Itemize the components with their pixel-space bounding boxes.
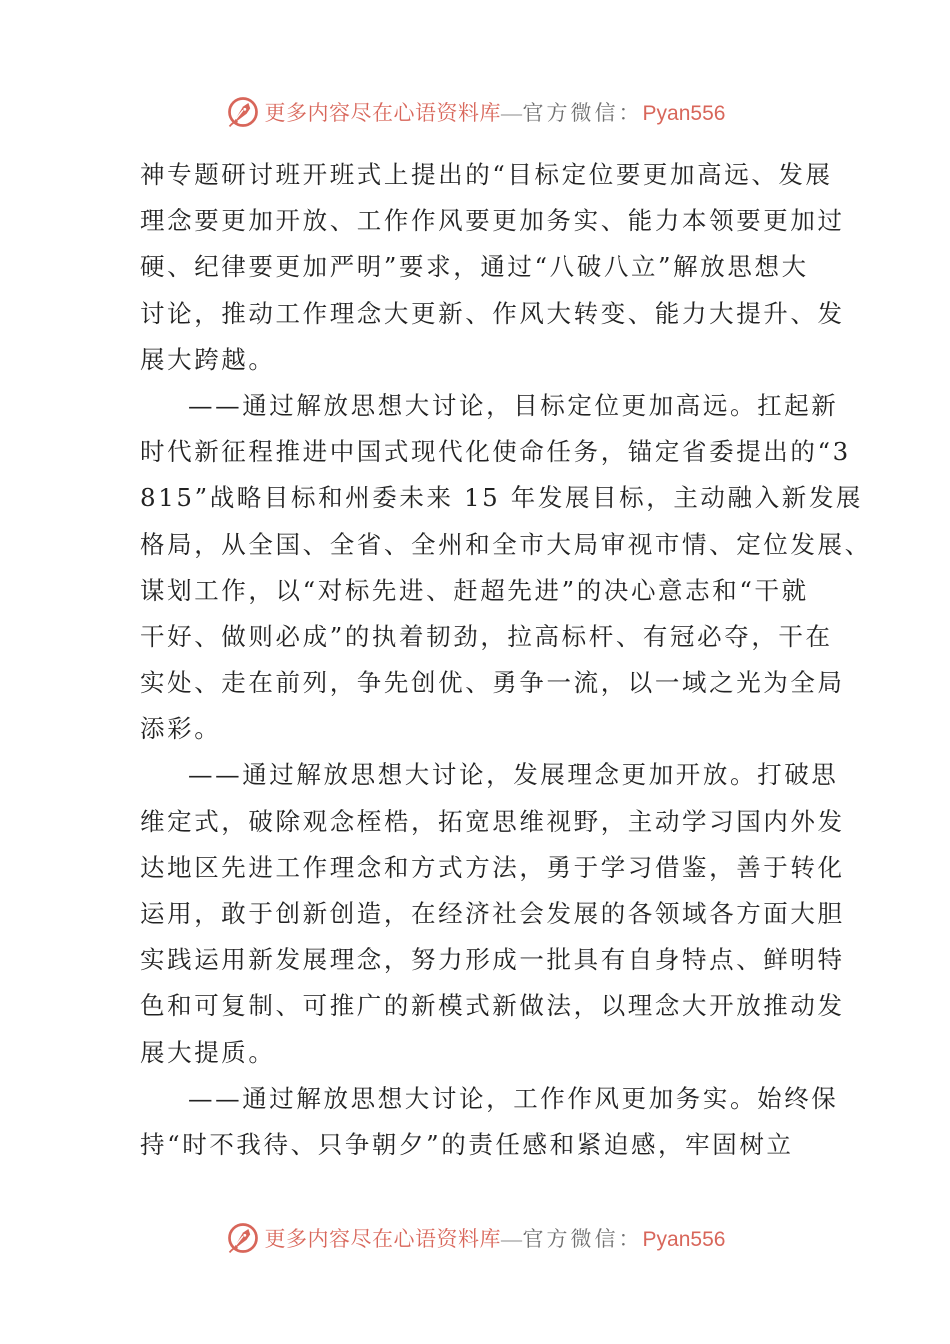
text-line: 色和可复制、可推广的新模式新做法，以理念大开放推动发: [140, 991, 845, 1021]
text-line: 实处、走在前列，争先创优、勇争一流，以一域之光为全局: [140, 668, 845, 698]
text-line: 维定式，破除观念桎梏，拓宽思维视野，主动学习国内外发: [140, 806, 845, 836]
header-wechat-label: 官方微信：: [522, 101, 643, 125]
footer-dash: —: [501, 1227, 523, 1251]
footer-banner: [0, 1218, 950, 1258]
header-wechat-id: Pyan556: [642, 102, 726, 125]
text-line: 硬、纪律要更加严明”要求，通过“八破八立”解放思想大: [140, 252, 809, 282]
paragraph-start-line: ——通过解放思想大讨论，发展理念更加开放。打破思: [188, 760, 839, 790]
text-line: 谋划工作，以“对标先进、赶超先进”的决心意志和“干就: [140, 575, 809, 605]
text-line: 讨论，推动工作理念大更新、作风大转变、能力大提升、发: [140, 298, 845, 328]
text-line: 持“时不我待、只争朝夕”的责任感和紧迫感，牢固树立: [140, 1129, 794, 1159]
paragraph-start-line: ——通过解放思想大讨论，目标定位更加高远。扛起新: [188, 390, 839, 420]
header-brand: 更多内容尽在心语资料库: [264, 101, 502, 125]
text-line: 神专题研讨班开班式上提出的“目标定位要更加高远、发展: [140, 160, 833, 189]
header-banner: [0, 92, 950, 132]
text-line: 展大跨越。: [140, 344, 276, 374]
pen-nib-logo-icon: [225, 1220, 261, 1256]
text-line: 展大提质。: [140, 1037, 276, 1067]
text-line: 格局，从全国、全省、全州和全市大局审视市情、定位发展、: [140, 529, 872, 559]
text-line: 运用，敢于创新创造，在经济社会发展的各领域各方面大胆: [140, 899, 845, 928]
footer-brand: 更多内容尽在心语资料库: [264, 1227, 502, 1251]
paragraph-start-line: ——通过解放思想大讨论，工作作风更加务实。始终保: [188, 1083, 839, 1113]
footer-wechat-label: 官方微信：: [522, 1227, 643, 1251]
footer-wechat-id: Pyan556: [642, 1228, 726, 1251]
text-line: 达地区先进工作理念和方式方法，勇于学习借鉴，善于转化: [140, 852, 845, 882]
footer-banner-text: [265, 1223, 726, 1253]
text-line: 干好、做则必成”的执着韧劲，拉高标杆、有冠必夺，干在: [140, 621, 833, 651]
pen-nib-logo-icon: [225, 94, 261, 130]
text-line: 添彩。: [140, 714, 222, 744]
text-line: 理念要更加开放、工作作风要更加务实、能力本领要更加过: [140, 206, 845, 236]
text-line: 实践运用新发展理念，努力形成一批具有自身特点、鲜明特: [140, 945, 845, 975]
header-banner-text: [265, 97, 726, 127]
document-body: [140, 152, 872, 1168]
text-line: 时代新征程推进中国式现代化使命任务，锚定省委提出的“3: [140, 437, 851, 467]
header-dash: —: [501, 101, 523, 125]
text-line: 815”战略目标和州委未来 15 年发展目标，主动融入新发展: [140, 483, 864, 513]
